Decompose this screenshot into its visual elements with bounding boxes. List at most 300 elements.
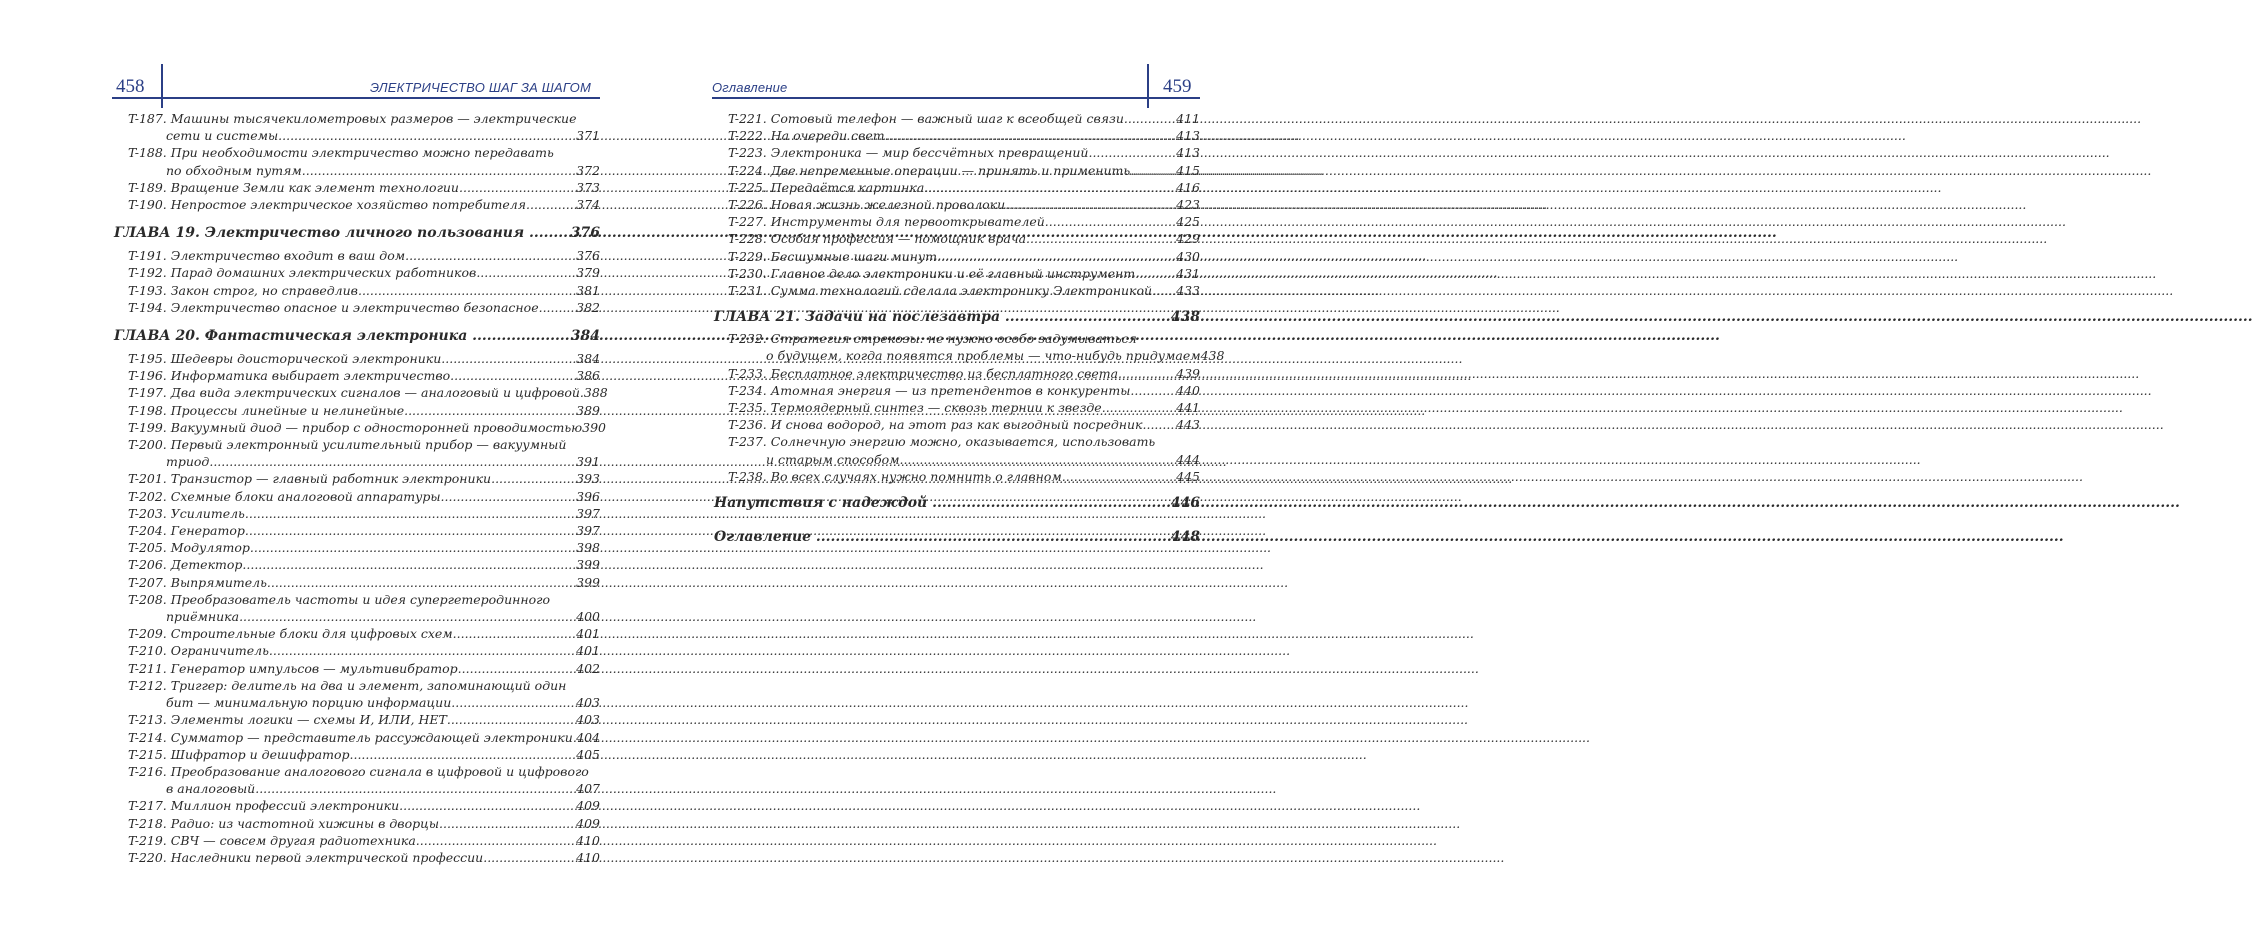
toc-page-number: 433: [1176, 283, 1200, 299]
dot-leader: [454, 367, 576, 384]
toc-entry-title: T-198. Процессы линейные и нелинейные.: [128, 402, 409, 418]
toc-entry: [114, 574, 600, 591]
toc-entry-line: [728, 162, 1200, 179]
toc-entry-line: [728, 330, 1200, 347]
toc-page-number: 403: [576, 712, 600, 728]
dot-leader: [445, 488, 577, 505]
toc-entry-line: [728, 468, 1200, 485]
toc-page-number: 400: [576, 609, 600, 625]
dot-leader: [530, 196, 576, 213]
chapter-title: ГЛАВА 20. Фантастическая электроника: [114, 328, 468, 345]
toc-page-number: 415: [1176, 162, 1200, 178]
dot-leader: [463, 179, 576, 196]
toc-entry: [714, 127, 1200, 144]
dot-leader: [816, 527, 1166, 547]
dot-leader: [239, 608, 576, 625]
toc-entry-title: о будущем, когда появятся проблемы — что-нибудь придумаем: [766, 348, 1201, 364]
toc-entry-title: T-194. Электричество опасное и электричество безопасное.: [128, 299, 543, 315]
toc-entry-title: T-222. На очереди свет.: [728, 128, 889, 144]
toc-entry-line: [128, 299, 600, 316]
toc-page-number: 410: [576, 849, 600, 865]
toc-entry-line: [728, 144, 1200, 161]
toc-page-number: 410: [576, 832, 600, 848]
toc-page-number: 399: [576, 574, 600, 590]
toc-entry: [714, 144, 1200, 161]
toc-entry-line: [128, 402, 600, 419]
toc-entry: [714, 416, 1200, 433]
chapter-title: Напутствия с надеждой: [714, 495, 928, 512]
toc-entry-title: T-232. Стратегия стрекозы: не нужно особо задумываться: [728, 331, 1137, 347]
toc-entry-title: T-203. Усилитель.: [128, 505, 249, 521]
toc-entry-title: T-202. Схемные блоки аналоговой аппаратуры.: [128, 488, 445, 504]
toc-page-number: 376: [576, 248, 600, 264]
dot-leader: [273, 642, 576, 659]
dot-leader: [903, 451, 1176, 468]
toc-entry: [114, 539, 600, 556]
toc-entry-title: T-221. Сотовый телефон — важный шаг к всеобщей связи: [728, 111, 1124, 126]
toc-entry-line: [128, 453, 600, 470]
toc-page-number: 405: [576, 746, 600, 762]
dot-leader: [495, 470, 576, 487]
toc-entry: [114, 763, 600, 797]
chapter-title: ГЛАВА 21. Задачи на послезавтра: [714, 309, 1001, 326]
toc-page-number: 438: [1200, 348, 1225, 364]
toc-page-number: 429: [1176, 231, 1200, 247]
toc-entry: [114, 299, 600, 316]
toc-entry-title: и старым способом.: [766, 451, 904, 467]
dot-leader: [254, 539, 576, 556]
toc-page-number: 401: [576, 643, 600, 659]
dot-leader: [529, 223, 566, 243]
toc-entry-title: T-206. Детектор.: [128, 557, 247, 573]
toc-entry-title: T-237. Солнечную энергию можно, оказывается, использовать: [728, 434, 1156, 450]
toc-entry: [714, 399, 1200, 416]
dot-leader: [282, 127, 576, 144]
dot-leader: [1106, 399, 1176, 416]
back-matter-heading: [714, 527, 1200, 547]
toc-entry-title: T-214. Сумматор — представитель рассуждающей электроники: [128, 729, 573, 745]
toc-entry-line: [128, 505, 600, 522]
dot-leader: [246, 556, 576, 573]
toc-entry-title: T-235. Термоядерный синтез — сквозь тернии к звезде.: [728, 400, 1106, 416]
dot-leader: [1124, 110, 1176, 127]
toc-page-number: 391: [576, 454, 600, 470]
toc-entry-line: [128, 436, 600, 453]
toc-page-number: 386: [576, 368, 600, 384]
toc-entry: [114, 179, 600, 196]
toc-entry-title: T-208. Преобразователь частоты и идея супергетеродинного: [128, 591, 550, 607]
toc-entry: [714, 282, 1200, 299]
toc-page-number: 373: [576, 179, 600, 195]
toc-page-number: 402: [576, 660, 600, 676]
toc-entry-line: [128, 591, 600, 608]
toc-page-number: 384: [576, 351, 600, 367]
toc-entry: [114, 144, 600, 178]
toc-entry: [714, 330, 1225, 364]
right-page: [654, 0, 1309, 935]
toc-entry-line: [128, 419, 607, 436]
dot-leader: [443, 815, 576, 832]
toc-entry-title: T-201. Транзистор — главный работник электроники.: [128, 471, 496, 487]
dot-leader: [420, 832, 576, 849]
toc-entry-title: T-226. Новая жизнь железной проволоки.: [728, 197, 1010, 213]
toc-entry-line: [128, 832, 600, 849]
toc-entry-line: [128, 729, 600, 746]
dot-leader: [1030, 230, 1176, 247]
toc-entry: [114, 247, 600, 264]
dot-leader: [941, 248, 1176, 265]
toc-entry: [114, 350, 600, 367]
toc-entry: [114, 522, 600, 539]
dot-leader: [1122, 365, 1176, 382]
toc-entry: [114, 849, 600, 866]
toc-entry-line: [128, 350, 600, 367]
dot-leader: [1134, 162, 1176, 179]
toc-page-number: 374: [576, 197, 600, 213]
toc-entry-title: T-225. Передаётся картинка: [728, 179, 925, 195]
toc-entry-title: по обходным путям.: [166, 162, 306, 178]
toc-entry: [714, 213, 1200, 230]
dot-leader: [451, 694, 576, 711]
toc-entry-line: [128, 179, 600, 196]
toc-page-number: 393: [576, 471, 600, 487]
toc-page-number: 388: [583, 385, 608, 401]
toc-entry: [714, 468, 1200, 485]
toc-page-number: 390: [582, 419, 607, 435]
toc-entry-title: T-227. Инструменты для первооткрывателей.: [728, 214, 1049, 230]
toc-page-number: 443: [1176, 417, 1200, 433]
dot-leader: [1134, 382, 1176, 399]
toc-page-number: 396: [576, 488, 600, 504]
dot-leader: [306, 162, 576, 179]
chapter-page-number: 438: [1170, 309, 1200, 326]
toc-entry-title: T-231. Сумма технологий сделала электронику Электроникой.: [728, 283, 1157, 299]
toc-entry-line: [128, 694, 600, 711]
toc-entry-title: T-219. СВЧ — совсем другая радиотехника.: [128, 832, 420, 848]
header-divider-vertical: [161, 64, 163, 108]
toc-page-number: 397: [576, 523, 600, 539]
toc-page-number: 399: [576, 557, 600, 573]
dot-leader: [209, 453, 576, 470]
toc-page-number: 444: [1176, 451, 1200, 467]
toc-page-number: 409: [576, 798, 600, 814]
dot-leader: [1156, 282, 1176, 299]
toc-entry-title: приёмника: [166, 609, 240, 625]
toc-entry-line: [728, 365, 1200, 382]
toc-entry-line: [128, 849, 600, 866]
toc-page-number: 430: [1176, 248, 1200, 264]
toc-entry-title: триод: [166, 454, 210, 470]
toc-page-number: 398: [576, 540, 600, 556]
toc-entry-line: [728, 248, 1200, 265]
dot-leader: [1009, 196, 1176, 213]
dot-leader: [924, 179, 1176, 196]
toc-entry-line: [128, 660, 600, 677]
toc-entry: [114, 746, 600, 763]
dot-leader: [462, 660, 576, 677]
toc-page-number: 397: [576, 505, 600, 521]
chapter-page-number: 376: [570, 225, 600, 242]
running-head: Оглавление: [712, 80, 788, 95]
toc-page-number: 445: [1176, 468, 1200, 484]
toc-entry: [714, 365, 1200, 382]
chapter-page-number: 384: [570, 328, 600, 345]
toc-entry-line: [128, 642, 600, 659]
dot-leader: [932, 493, 1166, 513]
toc-entry: [714, 230, 1200, 247]
dot-leader: [472, 326, 566, 346]
toc-entry-line: [728, 451, 1200, 468]
toc-entry-title: T-210. Ограничитель.: [128, 643, 273, 659]
toc-entry: [114, 815, 600, 832]
toc-entry-title: T-238. Во всех случаях нужно помнить о главном.: [728, 468, 1066, 484]
toc-entry-title: T-220. Наследники первой электрической профессии.: [128, 849, 488, 865]
toc-entry-line: [728, 127, 1200, 144]
toc-page-number: 425: [1176, 214, 1200, 230]
toc-entry-line: [728, 110, 1200, 127]
toc-entry-line: [128, 144, 600, 161]
toc-entry-title: T-236. И снова водород, на этот раз как выгодный посредник.: [728, 417, 1147, 433]
toc-entry: [114, 419, 607, 436]
toc-page-number: 423: [1176, 197, 1200, 213]
dot-leader: [403, 797, 576, 814]
chapter-title: ГЛАВА 19. Электричество личного пользования: [114, 225, 525, 242]
toc-entry: [114, 556, 600, 573]
toc-entry-title: T-217. Миллион профессий электроники.: [128, 798, 404, 814]
toc-entry-title: T-233. Бесплатное электричество из бесплатного света.: [728, 365, 1123, 381]
toc-entry-line: [728, 213, 1200, 230]
toc-page-number: 413: [1176, 145, 1200, 161]
toc-entry: [114, 660, 600, 677]
toc-page-number: 382: [576, 299, 600, 315]
toc-entry-line: [128, 815, 600, 832]
toc-entry: [714, 382, 1200, 399]
toc-entry-title: T-191. Электричество входит в ваш дом.: [128, 248, 410, 264]
toc-entry-line: [128, 539, 600, 556]
toc-entry-title: T-197. Два вида электрических сигналов — аналоговый и цифровой.: [128, 385, 584, 401]
toc-entry-title: T-216. Преобразование аналогового сигнала в цифровой и цифрового: [128, 763, 589, 779]
toc-entry: [714, 196, 1200, 213]
dot-leader: [1092, 144, 1176, 161]
toc-entry-line: [128, 264, 600, 281]
toc-entry-title: T-189. Вращение Земли как элемент технологии.: [128, 179, 463, 195]
toc-entry-line: [128, 110, 600, 127]
toc-entry-title: T-213. Элементы логики — схемы И, ИЛИ, НЕТ.: [128, 712, 451, 728]
toc-entry: [114, 367, 600, 384]
toc-entry-line: [728, 179, 1200, 196]
dot-leader: [350, 746, 577, 763]
toc-entry: [114, 591, 600, 625]
toc-entry-line: [728, 416, 1200, 433]
back-matter-heading: [714, 493, 1200, 513]
toc-page-number: 389: [576, 402, 600, 418]
toc-entry-line: [728, 347, 1225, 364]
dot-leader: [1049, 213, 1176, 230]
toc-entry-title: T-193. Закон строг, но справедлив.: [128, 282, 362, 298]
toc-page-number: 403: [576, 695, 600, 711]
dot-leader: [271, 574, 576, 591]
running-head: ЭЛЕКТРИЧЕСТВО ШАГ ЗА ШАГОМ: [370, 80, 592, 95]
toc-entry: [114, 488, 600, 505]
toc-entry-line: [128, 574, 600, 591]
toc-entry: [114, 711, 600, 728]
dot-leader: [249, 505, 576, 522]
dot-leader: [362, 282, 576, 299]
dot-leader: [259, 780, 576, 797]
toc-entry: [714, 162, 1200, 179]
toc-entry: [714, 433, 1200, 467]
toc-entry-title: бит — минимальную порцию информации: [166, 695, 452, 711]
toc-entry-line: [728, 433, 1200, 450]
toc-page-number: 379: [576, 265, 600, 281]
dot-leader: [445, 350, 576, 367]
toc-entry-line: [128, 488, 600, 505]
toc-entry-title: T-209. Строительные блоки для цифровых схем.: [128, 626, 457, 642]
toc-entry-title: T-211. Генератор импульсов — мультивибратор.: [128, 660, 462, 676]
toc-entry-line: [128, 780, 600, 797]
toc-entry-title: T-205. Модулятор.: [128, 540, 254, 556]
chapter-page-number: 448: [1170, 529, 1200, 546]
toc-entry: [114, 264, 600, 281]
toc-entry: [114, 677, 600, 711]
chapter-heading: [714, 307, 1200, 327]
toc-entry-line: [128, 677, 600, 694]
dot-leader: [408, 402, 576, 419]
header-divider-vertical: [1147, 64, 1149, 108]
toc-entry-line: [128, 247, 600, 264]
toc-entry-title: сети и системы.: [166, 128, 283, 144]
page-number: 459: [1163, 76, 1192, 97]
toc-entry-title: T-199. Вакуумный диод — прибор с односторонней проводимостью: [128, 419, 583, 435]
toc-entry-line: [728, 230, 1200, 247]
toc-entry: [114, 642, 600, 659]
toc-entry: [714, 248, 1200, 265]
toc-entry-title: T-229. Бесшумные шаги минут.: [728, 248, 941, 264]
toc-page-number: 439: [1176, 365, 1200, 381]
toc-entry-title: T-234. Атомная энергия — из претендентов в конкуренты.: [728, 382, 1135, 398]
toc-page-number: 407: [576, 781, 600, 797]
header-rule: [712, 97, 1200, 99]
toc-page-number: 431: [1176, 265, 1200, 281]
toc-entry-title: T-215. Шифратор и дешифратор: [128, 746, 350, 762]
toc-entry: [114, 470, 600, 487]
toc-page-number: 411: [1176, 111, 1200, 126]
toc-page-number: 416: [1176, 179, 1200, 195]
toc-page-number: 372: [576, 162, 600, 178]
toc-page-number: 440: [1176, 382, 1200, 398]
toc-entry-line: [728, 282, 1200, 299]
toc-entry: [114, 436, 600, 470]
dot-leader: [249, 522, 576, 539]
toc-entry-line: [128, 556, 600, 573]
toc-entry-title: T-192. Парад домашних электрических работников.: [128, 265, 481, 281]
dot-leader: [409, 247, 576, 264]
toc-entry-line: [128, 196, 600, 213]
dot-leader: [487, 849, 576, 866]
toc-entry: [114, 832, 600, 849]
toc-entry: [114, 384, 608, 401]
toc-entry: [114, 729, 600, 746]
dot-leader: [480, 264, 576, 281]
toc-entry-line: [728, 382, 1200, 399]
page-number: 458: [116, 76, 145, 97]
toc-entry-title: T-207. Выпрямитель.: [128, 574, 271, 590]
dot-leader: [1146, 416, 1176, 433]
toc-entry: [114, 196, 600, 213]
toc-entry: [114, 402, 600, 419]
toc-page-number: 401: [576, 626, 600, 642]
toc-page-number: 381: [576, 282, 600, 298]
toc-entry-title: T-200. Первый электронный усилительный прибор — вакуумный: [128, 437, 567, 453]
toc-entry: [714, 179, 1200, 196]
toc-entry-title: T-218. Радио: из частотной хижины в дворцы.: [128, 815, 443, 831]
toc-entry: [114, 282, 600, 299]
chapter-title: Оглавление: [714, 529, 812, 546]
toc-entry-line: [128, 162, 600, 179]
toc-entry-line: [128, 522, 600, 539]
toc-entry: [714, 110, 1200, 127]
dot-leader: [1005, 307, 1166, 327]
chapter-page-number: 446: [1170, 495, 1200, 512]
toc-entry-title: в аналоговый.: [166, 781, 260, 797]
toc-entry-line: [128, 384, 608, 401]
toc-entry-line: [128, 282, 600, 299]
toc-page-number: 371: [576, 128, 600, 144]
left-page: [0, 0, 654, 935]
toc-entry-title: T-196. Информатика выбирает электричество.: [128, 368, 455, 384]
chapter-heading: [114, 223, 600, 243]
toc-entry-line: [128, 608, 600, 625]
toc-entry-title: T-204. Генератор.: [128, 523, 249, 539]
toc-entry-line: [128, 711, 600, 728]
toc-entry-line: [728, 196, 1200, 213]
toc-entry-title: T-190. Непростое электрическое хозяйство потребителя.: [128, 197, 530, 213]
dot-leader: [543, 299, 577, 316]
toc-entry-title: T-223. Электроника — мир бессчётных превращений.: [728, 145, 1093, 161]
chapter-heading: [114, 326, 600, 346]
toc-entry-line: [128, 625, 600, 642]
toc-entry: [114, 110, 600, 144]
toc-page-number: 441: [1176, 400, 1200, 416]
toc-entry-line: [128, 746, 600, 763]
toc-page-number: 404: [576, 729, 600, 745]
dot-leader: [1139, 265, 1176, 282]
toc-entry: [114, 625, 600, 642]
dot-leader: [1066, 468, 1176, 485]
toc-list: [114, 110, 608, 866]
dot-leader: [889, 127, 1177, 144]
toc-list: [714, 110, 1225, 550]
toc-entry-line: [128, 763, 600, 780]
toc-entry-title: T-230. Главное дело электроники и её главный инструмент.: [728, 265, 1140, 281]
toc-entry-title: T-187. Машины тысячекилометровых размеров — электрические: [128, 111, 577, 126]
dot-leader: [457, 625, 577, 642]
toc-entry-line: [728, 399, 1200, 416]
toc-entry-line: [128, 127, 600, 144]
toc-entry-title: T-188. При необходимости электричество можно передавать: [128, 145, 554, 161]
dot-leader: [451, 711, 576, 728]
toc-page-number: 413: [1176, 128, 1200, 144]
toc-entry: [114, 505, 600, 522]
toc-entry-line: [128, 367, 600, 384]
header-rule: [112, 97, 600, 99]
toc-entry-title: T-228. Особая профессия — помощник врача.: [728, 231, 1031, 247]
toc-entry-line: [128, 470, 600, 487]
toc-entry-title: T-212. Триггер: делитель на два и элемент, запоминающий один: [128, 677, 567, 693]
toc-entry-title: T-195. Шедевры доисторической электроники.: [128, 351, 446, 367]
toc-entry: [714, 265, 1200, 282]
toc-entry-line: [728, 265, 1200, 282]
